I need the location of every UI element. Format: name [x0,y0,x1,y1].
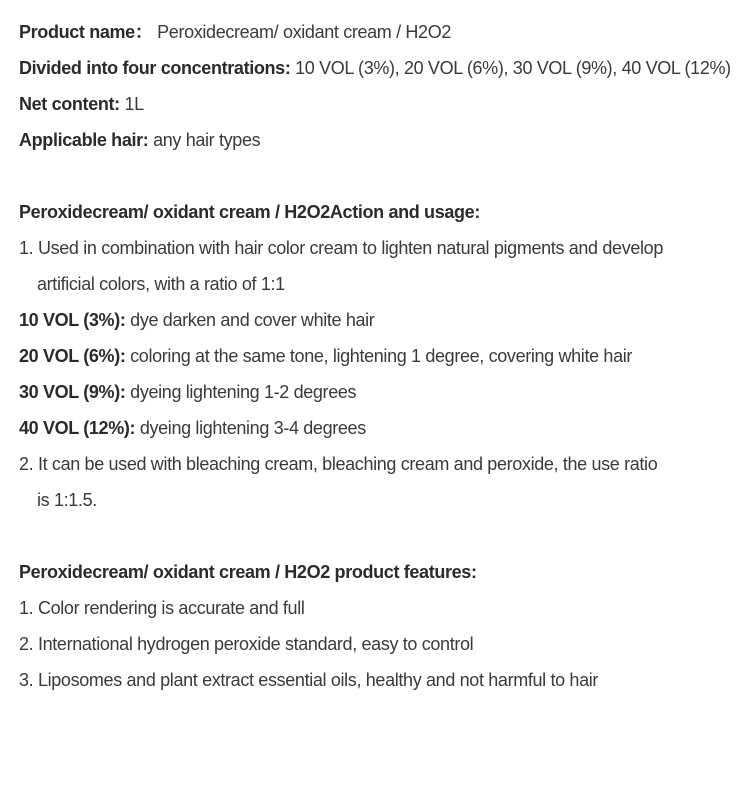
product-name-row [19,14,750,50]
applicable-hair-row [19,122,750,158]
vol20-value: coloring at the same tone, lightening 1 degree, covering white hair [130,346,633,366]
usage-item-2-line-2: is 1:1.5. [37,490,97,510]
usage-item-1-line-2: artificial colors, with a ratio of 1:1 [37,274,285,294]
vol10-label: 10 VOL (3%): [19,310,126,330]
vol30-value: dyeing lightening 1-2 degrees [130,382,357,402]
concentrations-label: Divided into four concentrations: [19,58,291,78]
spacer [19,158,750,194]
vol30-label: 30 VOL (9%): [19,382,126,402]
vol40-row [19,410,750,446]
spacer [19,518,750,554]
applicable-hair-value: any hair types [153,130,261,150]
applicable-hair-label: Applicable hair: [19,130,149,150]
vol30-row [19,374,750,410]
usage-item-2-line-1: 2. It can be used with bleaching cream, bleaching cream and peroxide, the use ratio [19,454,658,474]
usage-heading: Peroxidecream/ oxidant cream / H2O2Action and usage: [19,202,480,222]
net-content-row [19,86,750,122]
vol20-row [19,338,750,374]
vol40-value: dyeing lightening 3-4 degrees [139,418,366,438]
feature-item: 3. Liposomes and plant extract essential oils, healthy and not harmful to hair [19,670,599,690]
vol40-label: 40 VOL (12%): [19,418,136,438]
features-heading: Peroxidecream/ oxidant cream / H2O2 product features: [19,562,477,582]
concentrations-value: 10 VOL (3%), 20 VOL (6%), 30 VOL (9%), 40 VOL (12%) [295,58,731,78]
vol10-row [19,302,750,338]
feature-item: 1. Color rendering is accurate and full [19,598,305,618]
usage-item-1-line-1: 1. Used in combination with hair color cream to lighten natural pigments and develop [19,238,663,258]
vol20-label: 20 VOL (6%): [19,346,126,366]
product-name-label: Product name： [19,22,153,42]
vol10-value: dye darken and cover white hair [130,310,375,330]
net-content-value: 1L [124,94,144,114]
product-name-value: Peroxidecream/ oxidant cream / H2O2 [157,22,452,42]
concentrations-row [19,50,750,86]
net-content-label: Net content: [19,94,120,114]
feature-item: 2. International hydrogen peroxide standard, easy to control [19,634,474,654]
